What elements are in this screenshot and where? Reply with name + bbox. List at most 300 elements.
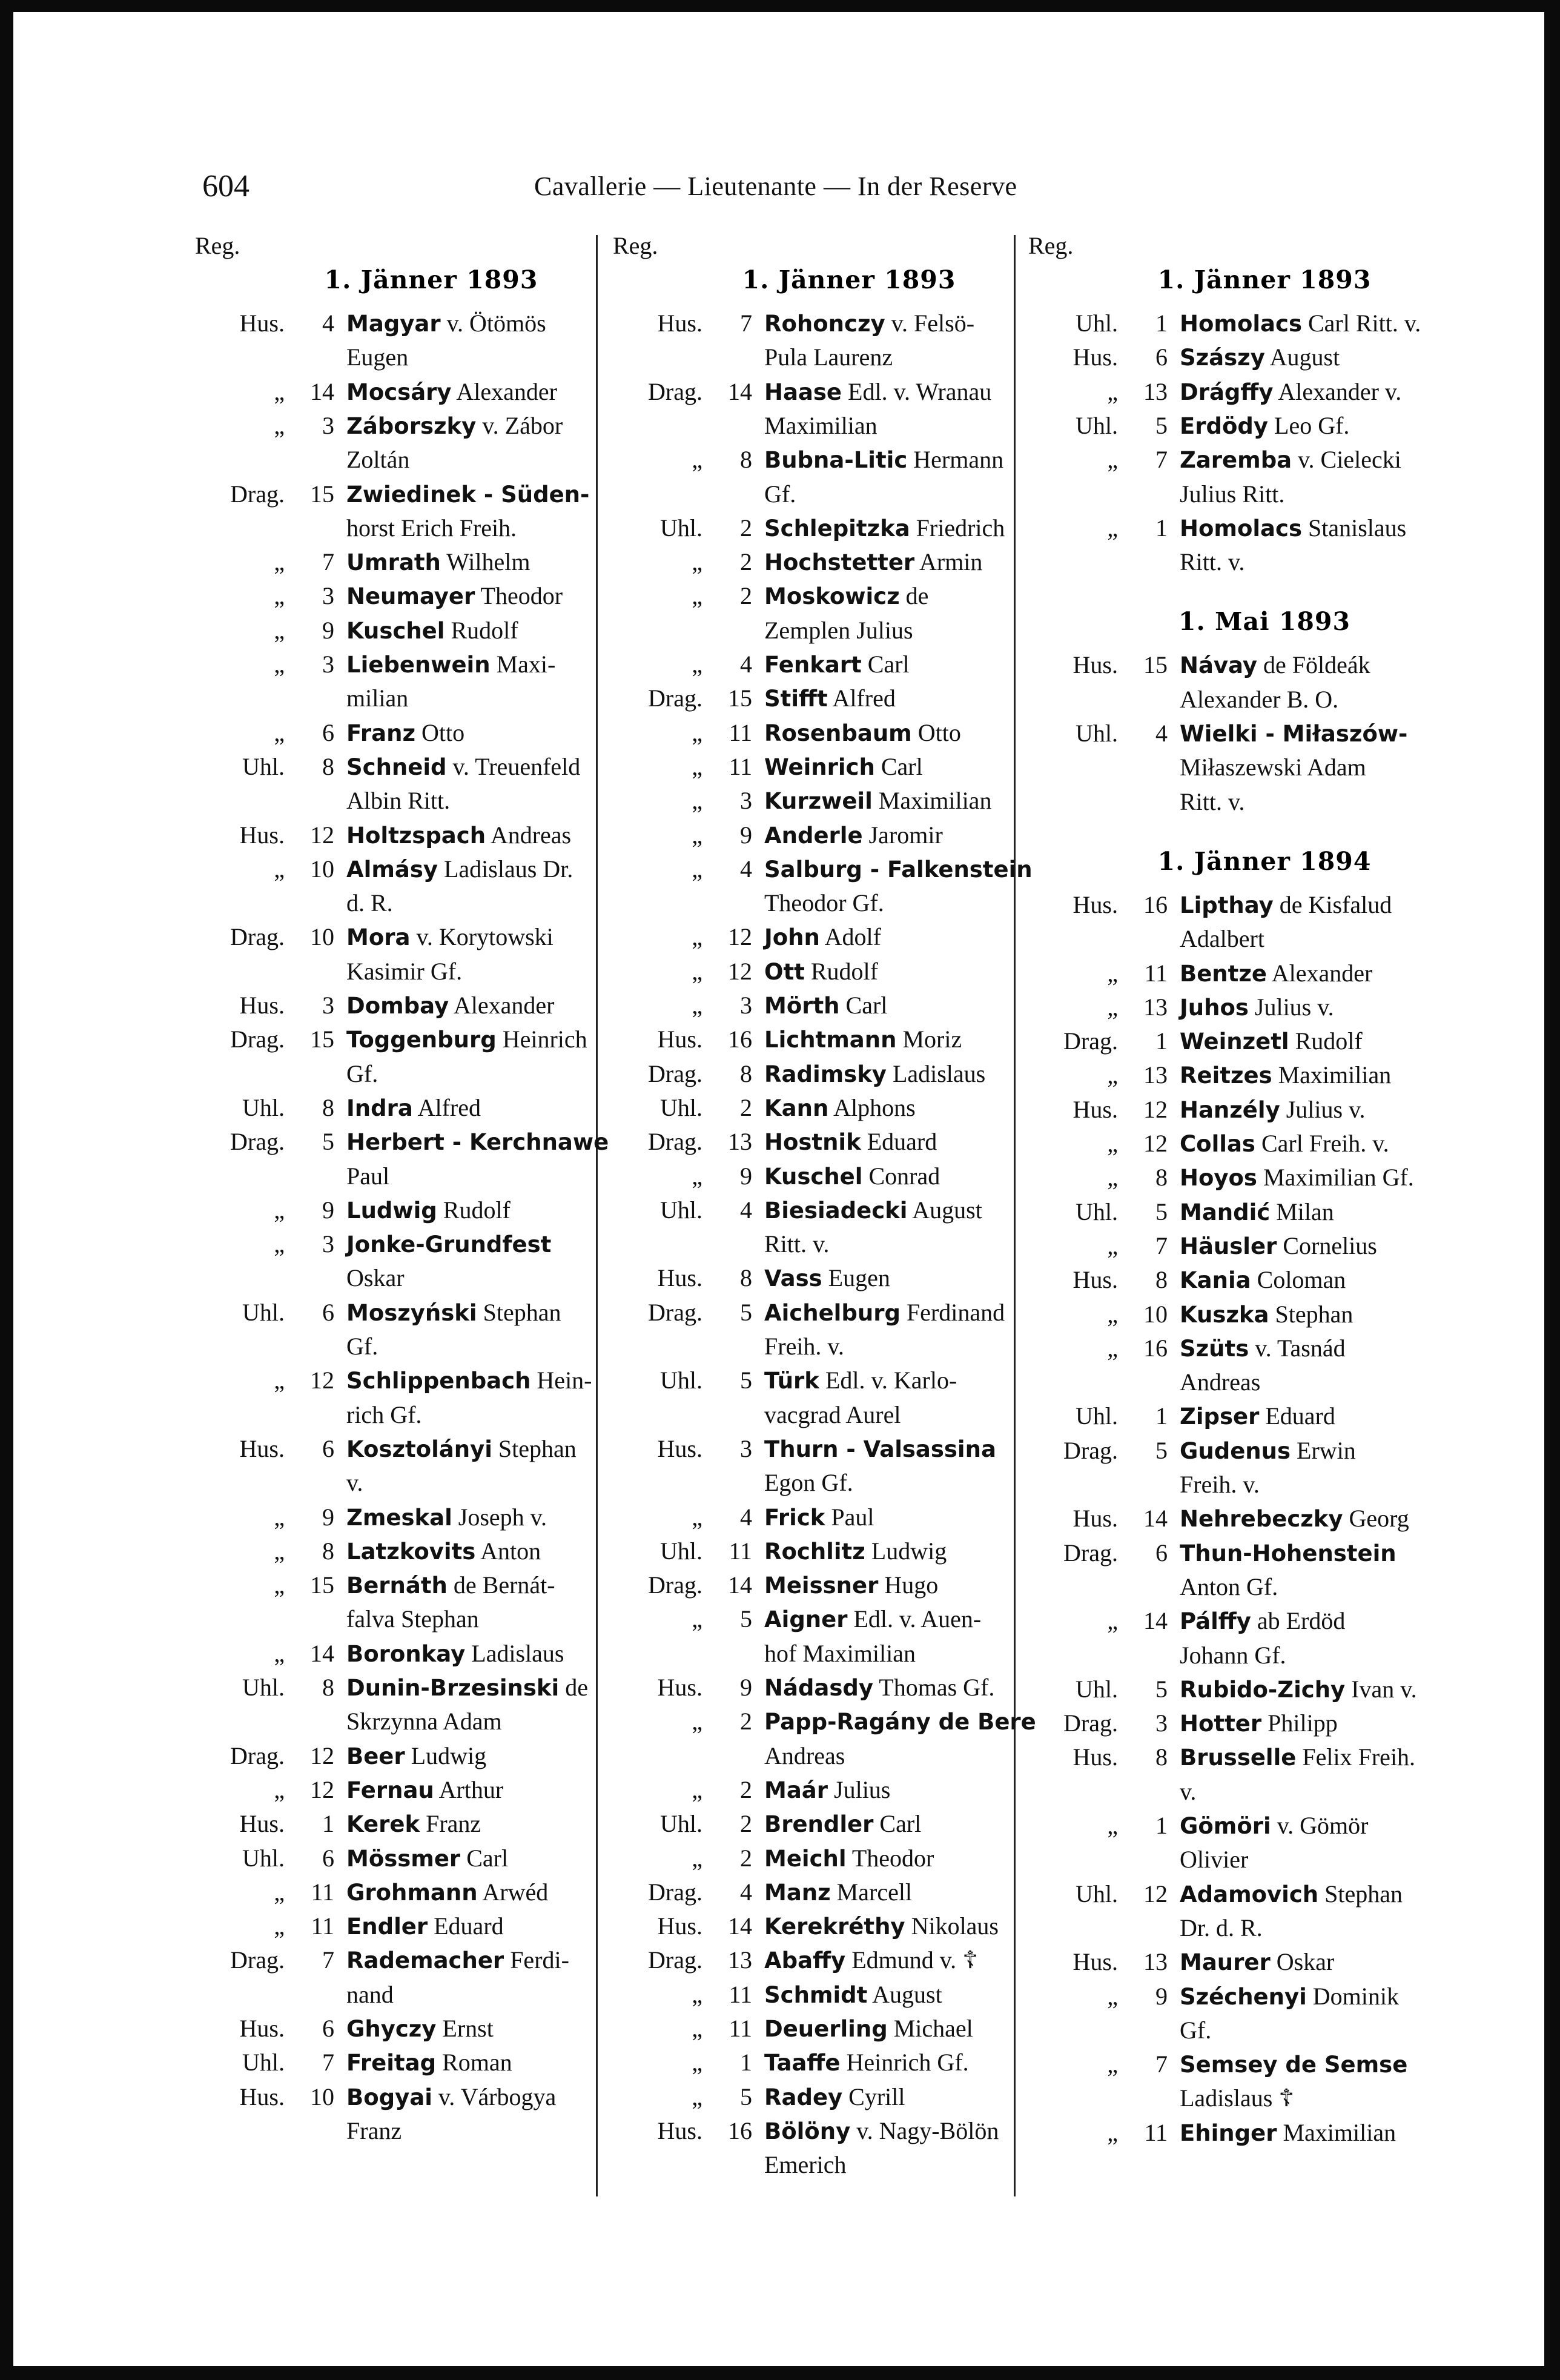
continuation-text: Miłaszewski Adam — [1180, 754, 1366, 781]
entry-row — [613, 1364, 1013, 1397]
entry-row — [613, 681, 1013, 715]
surname: Kerekréthy — [764, 1914, 905, 1940]
entry-row — [1028, 1980, 1428, 2014]
entry-text — [346, 1500, 595, 1535]
entry-text — [764, 1875, 1013, 1910]
continuation-text: Eugen — [346, 343, 409, 371]
surname: Boronkay — [346, 1640, 466, 1667]
regiment-type: „ — [692, 1775, 702, 1803]
continuation-text: Emerich — [764, 2151, 847, 2179]
entry-row — [1028, 1058, 1428, 1092]
regiment-number: 2 — [740, 1844, 752, 1872]
entry-row — [613, 955, 1013, 989]
entry-text — [1180, 888, 1428, 923]
entry-continuation — [613, 1466, 1013, 1500]
regiment-number: 13 — [728, 1946, 752, 1974]
entry-text — [764, 2046, 1013, 2080]
surname: Fernau — [346, 1777, 434, 1803]
surname: Nehrebeczky — [1180, 1506, 1343, 1533]
surname: Meissner — [764, 1573, 879, 1599]
given-names: Arwéd — [482, 1878, 549, 1906]
regiment-type: Drag. — [1063, 1539, 1118, 1566]
surname: Maár — [764, 1777, 828, 1803]
regiment-number: 8 — [322, 752, 334, 780]
regiment-type: Drag. — [230, 1026, 285, 1053]
entry-row — [1028, 2047, 1428, 2081]
given-names: Roman — [442, 2049, 512, 2077]
regiment-number: 10 — [310, 2083, 334, 2110]
surname: Drágffy — [1180, 379, 1274, 405]
reg-label: Reg. — [613, 232, 658, 259]
given-names: Julius — [834, 1775, 891, 1803]
surname: Lichtmann — [764, 1027, 897, 1053]
regiment-type: Drag. — [1063, 1027, 1118, 1055]
surname: Rosenbaum — [764, 720, 912, 746]
regiment-number: 10 — [1143, 1300, 1168, 1328]
entry-continuation — [1028, 1843, 1428, 1877]
given-names: Adolf — [824, 923, 881, 951]
regiment-type: Uhl. — [660, 1537, 702, 1565]
surname: Bernáth — [346, 1573, 448, 1599]
regiment-number: 9 — [1155, 1982, 1168, 2010]
regiment-number: 12 — [310, 821, 334, 849]
entry-text — [346, 1739, 595, 1774]
entry-text — [1180, 409, 1428, 443]
surname: Kerek — [346, 1811, 420, 1838]
regiment-type: Hus. — [657, 1026, 702, 1053]
regiment-type: Uhl. — [1076, 1198, 1118, 1225]
regiment-type: „ — [274, 548, 285, 576]
entry-row — [613, 1500, 1013, 1534]
regiment-type: „ — [692, 651, 702, 678]
regiment-type: Uhl. — [242, 752, 285, 780]
given-names: de Bernát- — [453, 1571, 555, 1599]
surname: Anderle — [764, 822, 863, 849]
regiment-type: „ — [1107, 377, 1118, 405]
entry-row — [195, 1432, 595, 1466]
entry-row — [195, 1943, 595, 1977]
given-names: Hermann — [913, 446, 1004, 474]
regiment-type: „ — [274, 1230, 285, 1258]
surname: Liebenwein — [346, 652, 491, 678]
entry-text — [764, 1023, 1013, 1057]
regiment-type: „ — [274, 616, 285, 644]
regiment-type: „ — [1107, 993, 1118, 1021]
entry-continuation — [613, 614, 1013, 648]
entry-text — [764, 1057, 1013, 1092]
surname: Grohmann — [346, 1879, 478, 1906]
entry-text — [764, 1671, 1013, 1705]
entry-row — [1028, 307, 1428, 340]
entry-continuation — [195, 681, 595, 715]
surname: Moszyński — [346, 1299, 477, 1326]
given-names: v. Treuenfeld — [452, 752, 581, 780]
regiment-number: 5 — [1155, 411, 1168, 439]
entry-row — [195, 1807, 595, 1841]
regiment-number: 8 — [322, 1537, 334, 1565]
entry-row — [613, 1057, 1013, 1091]
continuation-text: falva Stephan — [346, 1605, 479, 1633]
regiment-type: Uhl. — [1076, 1402, 1118, 1430]
surname: Bölöny — [764, 2118, 851, 2144]
surname: Kurzweil — [764, 788, 873, 815]
entry-text — [346, 1568, 595, 1603]
entry-text — [346, 1193, 595, 1228]
given-names: v. Felsö- — [891, 310, 975, 337]
entry-row — [195, 375, 595, 409]
regiment-number: 13 — [1143, 993, 1168, 1021]
surname: Gudenus — [1180, 1437, 1291, 1464]
surname: Semsey de Semse — [1180, 2052, 1408, 2078]
regiment-type: Drag. — [230, 923, 285, 951]
entry-text — [764, 2012, 1013, 2046]
regiment-number: 12 — [728, 923, 752, 951]
surname: Abaffy — [764, 1947, 846, 1974]
regiment-number: 14 — [310, 377, 334, 405]
entry-row — [195, 1125, 609, 1159]
entry-text — [346, 579, 595, 614]
section-heading: 1. Jänner 1893 — [742, 265, 956, 294]
regiment-type: Hus. — [1072, 1743, 1118, 1771]
entry-text — [1180, 1945, 1428, 1980]
entry-text — [764, 511, 1013, 546]
entry-row — [195, 1637, 595, 1671]
entry-row — [613, 1091, 1013, 1125]
regiment-number: 15 — [310, 1026, 334, 1053]
given-names: de Kisfalud — [1279, 890, 1392, 918]
continuation-text: Egon Gf. — [764, 1469, 853, 1497]
surname: Türk — [764, 1368, 819, 1394]
surname: Almásy — [346, 856, 438, 883]
regiment-number: 10 — [310, 923, 334, 951]
entry-text — [764, 648, 1013, 682]
regiment-type: Drag. — [648, 1946, 702, 1974]
surname: Homolacs — [1180, 515, 1302, 542]
regiment-type: Hus. — [657, 1912, 702, 1940]
entry-text — [764, 989, 1013, 1023]
continuation-text: vacgrad Aurel — [764, 1400, 901, 1428]
entry-row — [1028, 1604, 1428, 1638]
surname: Jonke-Grundfest — [346, 1231, 552, 1258]
surname: Hoyos — [1180, 1165, 1257, 1192]
regiment-number: 3 — [1155, 1709, 1168, 1737]
entry-row — [613, 1943, 1013, 1977]
regiment-number: 1 — [740, 2049, 752, 2077]
entry-row — [613, 1159, 1013, 1193]
surname: Freitag — [346, 2050, 437, 2077]
given-names: Nikolaus — [911, 1912, 999, 1940]
regiment-number: 11 — [729, 752, 752, 780]
continuation-text: nand — [346, 1980, 394, 2008]
regiment-type: Hus. — [239, 2015, 285, 2042]
surname: Aichelburg — [764, 1299, 901, 1326]
reg-label: Reg. — [1028, 232, 1074, 259]
regiment-number: 8 — [1155, 1743, 1168, 1771]
regiment-type: Hus. — [239, 992, 285, 1019]
entry-text — [346, 375, 595, 409]
entry-text — [346, 1091, 595, 1125]
regiment-type: Drag. — [648, 1128, 702, 1156]
regiment-type: Hus. — [239, 310, 285, 337]
regiment-number: 7 — [1155, 2050, 1168, 2078]
entry-continuation — [195, 1398, 595, 1432]
regiment-number: 7 — [740, 310, 752, 337]
regiment-type: „ — [692, 2083, 702, 2110]
continuation-text: Zoltán — [346, 446, 410, 474]
regiment-type: Hus. — [1072, 1948, 1118, 1976]
regiment-number: 9 — [322, 1196, 334, 1224]
surname: Erdödy — [1180, 413, 1269, 439]
regiment-number: 13 — [728, 1128, 752, 1156]
entry-row — [1028, 1298, 1428, 1331]
continuation-text: Zemplen Julius — [764, 616, 913, 644]
continuation-text: horst Erich Freih. — [346, 514, 517, 542]
continuation-text: v. — [346, 1469, 363, 1497]
regiment-number: 6 — [322, 718, 334, 746]
entry-text — [764, 681, 1013, 716]
entry-row — [1028, 956, 1428, 990]
entry-text — [346, 852, 595, 887]
entry-row — [195, 1296, 595, 1330]
continuation-text: Johann Gf. — [1180, 1641, 1286, 1669]
surname: Häusler — [1180, 1233, 1277, 1259]
entry-row — [195, 1091, 595, 1125]
surname: Aigner — [764, 1606, 848, 1633]
surname: Thun-Hohenstein — [1180, 1540, 1396, 1566]
entry-continuation — [195, 443, 595, 477]
surname: Biesiadecki — [764, 1197, 908, 1224]
entry-row — [613, 2046, 1013, 2080]
entry-text — [1180, 1604, 1428, 1639]
regiment-type: Uhl. — [1076, 720, 1118, 747]
entry-text — [346, 648, 595, 682]
entry-text — [764, 307, 1013, 341]
regiment-type: „ — [274, 1571, 285, 1599]
entry-text — [764, 1193, 1013, 1228]
given-names: Carl Freih. v. — [1261, 1130, 1389, 1157]
surname: Návay — [1180, 652, 1258, 679]
given-names: Wilhelm — [446, 548, 530, 576]
entry-row — [613, 1023, 1013, 1056]
entry-row — [613, 1841, 1013, 1875]
continuation-text: Andreas — [1180, 1368, 1261, 1396]
regiment-type: Hus. — [1072, 1505, 1118, 1533]
regiment-number: 8 — [740, 1264, 752, 1292]
surname: Ludwig — [346, 1197, 437, 1224]
entry-text — [346, 1432, 595, 1467]
entry-continuation — [195, 1705, 595, 1739]
entry-row — [195, 1534, 595, 1568]
given-names: Franz — [426, 1810, 481, 1838]
given-names: Eduard — [1265, 1402, 1335, 1430]
regiment-type: Hus. — [239, 1434, 285, 1462]
entry-continuation — [613, 409, 1013, 443]
surname: Nádasdy — [764, 1675, 874, 1701]
surname: Franz — [346, 720, 415, 746]
entry-text — [764, 1432, 1013, 1467]
entry-text — [346, 1125, 609, 1159]
entry-text — [764, 443, 1013, 477]
regiment-type: Uhl. — [660, 1810, 702, 1838]
entry-row — [1028, 1127, 1428, 1161]
entry-continuation — [195, 340, 595, 374]
entry-text — [1180, 1980, 1428, 2014]
section-heading: 1. Jänner 1893 — [324, 265, 538, 294]
entry-text — [346, 716, 595, 751]
entry-text — [1180, 956, 1428, 991]
surname: Ghyczy — [346, 2016, 437, 2042]
regiment-number: 3 — [322, 992, 334, 1019]
entry-continuation — [613, 1398, 1013, 1432]
regiment-number: 6 — [1155, 1539, 1168, 1566]
given-names: v. Ötömös — [446, 310, 546, 337]
regiment-number: 1 — [1155, 1027, 1168, 1055]
continuation-text: Alexander B. O. — [1180, 685, 1339, 713]
entry-text — [346, 989, 595, 1023]
entry-text — [1180, 1536, 1428, 1571]
regiment-number: 7 — [1155, 446, 1168, 474]
given-names: Stanislaus — [1307, 514, 1407, 542]
continuation-text: Gf. — [346, 1059, 378, 1087]
regiment-type: „ — [274, 1878, 285, 1906]
given-names: Paul — [831, 1503, 874, 1531]
regiment-type: Drag. — [648, 377, 702, 405]
regiment-number: 9 — [322, 616, 334, 644]
surname: Vass — [764, 1265, 822, 1292]
regiment-type: Drag. — [230, 1742, 285, 1769]
entry-continuation — [1028, 922, 1428, 956]
regiment-type: Hus. — [1072, 1095, 1118, 1123]
regiment-number: 4 — [740, 1503, 752, 1531]
regiment-type: „ — [692, 582, 702, 610]
surname: Reitzes — [1180, 1062, 1272, 1089]
entry-row — [195, 1500, 595, 1534]
column-rule-1 — [596, 235, 598, 2196]
regiment-number: 6 — [1155, 343, 1168, 371]
regiment-type: „ — [1107, 1300, 1118, 1328]
regiment-type: Uhl. — [660, 1196, 702, 1224]
regiment-number: 3 — [322, 651, 334, 678]
given-names: Rudolf — [443, 1196, 511, 1224]
continuation-text: Freih. v. — [1180, 1471, 1260, 1498]
regiment-number: 15 — [310, 480, 334, 508]
regiment-number: 14 — [728, 377, 752, 405]
given-names: v. Tasnád — [1255, 1334, 1346, 1362]
regiment-number: 6 — [322, 1298, 334, 1326]
continuation-text: Andreas — [764, 1742, 845, 1769]
regiment-number: 5 — [1155, 1436, 1168, 1464]
regiment-type: „ — [692, 1162, 702, 1190]
continuation-text: Kasimir Gf. — [346, 957, 463, 985]
given-names: v. Nagy-Bölön — [856, 2116, 999, 2144]
entry-row — [1028, 1809, 1428, 1843]
entry-row — [1028, 2116, 1428, 2150]
entry-row — [613, 2080, 1013, 2114]
entry-row — [613, 2114, 1013, 2148]
entry-text — [764, 852, 1033, 887]
surname: Neumayer — [346, 583, 475, 610]
regiment-type: Uhl. — [660, 1367, 702, 1394]
entry-text — [1180, 1195, 1428, 1230]
given-names: Ladislaus — [471, 1639, 564, 1667]
given-names: Heinrich Gf. — [846, 2049, 969, 2077]
regiment-number: 16 — [1143, 1334, 1168, 1362]
regiment-number: 2 — [740, 1810, 752, 1838]
surname: Thurn - Valsassina — [764, 1436, 996, 1462]
regiment-number: 3 — [322, 1230, 334, 1258]
entry-row — [1028, 1263, 1428, 1297]
surname: Ehinger — [1180, 2120, 1277, 2146]
entry-row — [195, 545, 595, 579]
entry-row — [613, 511, 1013, 545]
entry-text — [1180, 1127, 1428, 1161]
continuation-text: Maximilian — [764, 411, 878, 439]
regiment-number: 2 — [740, 1708, 752, 1735]
entry-row — [1028, 648, 1428, 682]
entry-row — [613, 818, 1013, 852]
entry-row — [195, 2012, 595, 2046]
given-names: ab Erdöd — [1257, 1607, 1346, 1635]
surname: Salburg - Falkenstein — [764, 856, 1033, 883]
entry-text — [764, 1909, 1013, 1944]
regiment-type: Drag. — [230, 1128, 285, 1156]
regiment-type: „ — [692, 855, 702, 883]
regiment-number: 2 — [740, 1093, 752, 1121]
entry-row — [613, 750, 1013, 784]
surname: Pálffy — [1180, 1608, 1251, 1635]
regiment-type: „ — [1107, 959, 1118, 987]
regiment-type: „ — [692, 923, 702, 951]
given-names: Arthur — [438, 1775, 504, 1803]
regiment-number: 5 — [740, 1605, 752, 1633]
entry-text — [764, 1091, 1013, 1125]
given-names: Felix Freih. — [1302, 1743, 1416, 1771]
entry-text — [764, 1296, 1013, 1330]
regiment-number: 4 — [740, 651, 752, 678]
entry-text — [764, 1125, 1013, 1159]
given-names: Edl. v. Wranau — [848, 377, 992, 405]
entry-continuation — [195, 955, 595, 989]
entry-row — [613, 852, 1033, 886]
regiment-number: 4 — [740, 1878, 752, 1906]
book-page — [13, 12, 1544, 2366]
surname: Schmidt — [764, 1981, 868, 2008]
entry-row — [195, 2046, 595, 2080]
entry-row — [195, 1193, 595, 1227]
entry-text — [764, 750, 1013, 784]
given-names: Carl — [881, 752, 923, 780]
surname: Mörth — [764, 993, 840, 1019]
regiment-number: 14 — [728, 1571, 752, 1599]
regiment-type: „ — [1107, 1231, 1118, 1259]
entry-row — [613, 989, 1013, 1023]
continuation-text: v. — [1180, 1777, 1197, 1805]
regiment-type: „ — [274, 411, 285, 439]
entry-text — [1180, 990, 1428, 1025]
surname: Juhos — [1180, 994, 1249, 1021]
regiment-type: „ — [692, 752, 702, 780]
surname: Haase — [764, 379, 842, 405]
continuation-text: Ritt. v. — [764, 1230, 830, 1258]
entry-row — [613, 1261, 1013, 1295]
entry-continuation — [1028, 477, 1428, 511]
continuation-text: Oskar — [346, 1264, 405, 1292]
continuation-text: Franz — [346, 2116, 402, 2144]
entry-row — [613, 1602, 1013, 1636]
surname: Szászy — [1180, 345, 1265, 371]
continuation-text: Albin Ritt. — [346, 787, 451, 815]
given-names: Rudolf — [1295, 1027, 1363, 1055]
